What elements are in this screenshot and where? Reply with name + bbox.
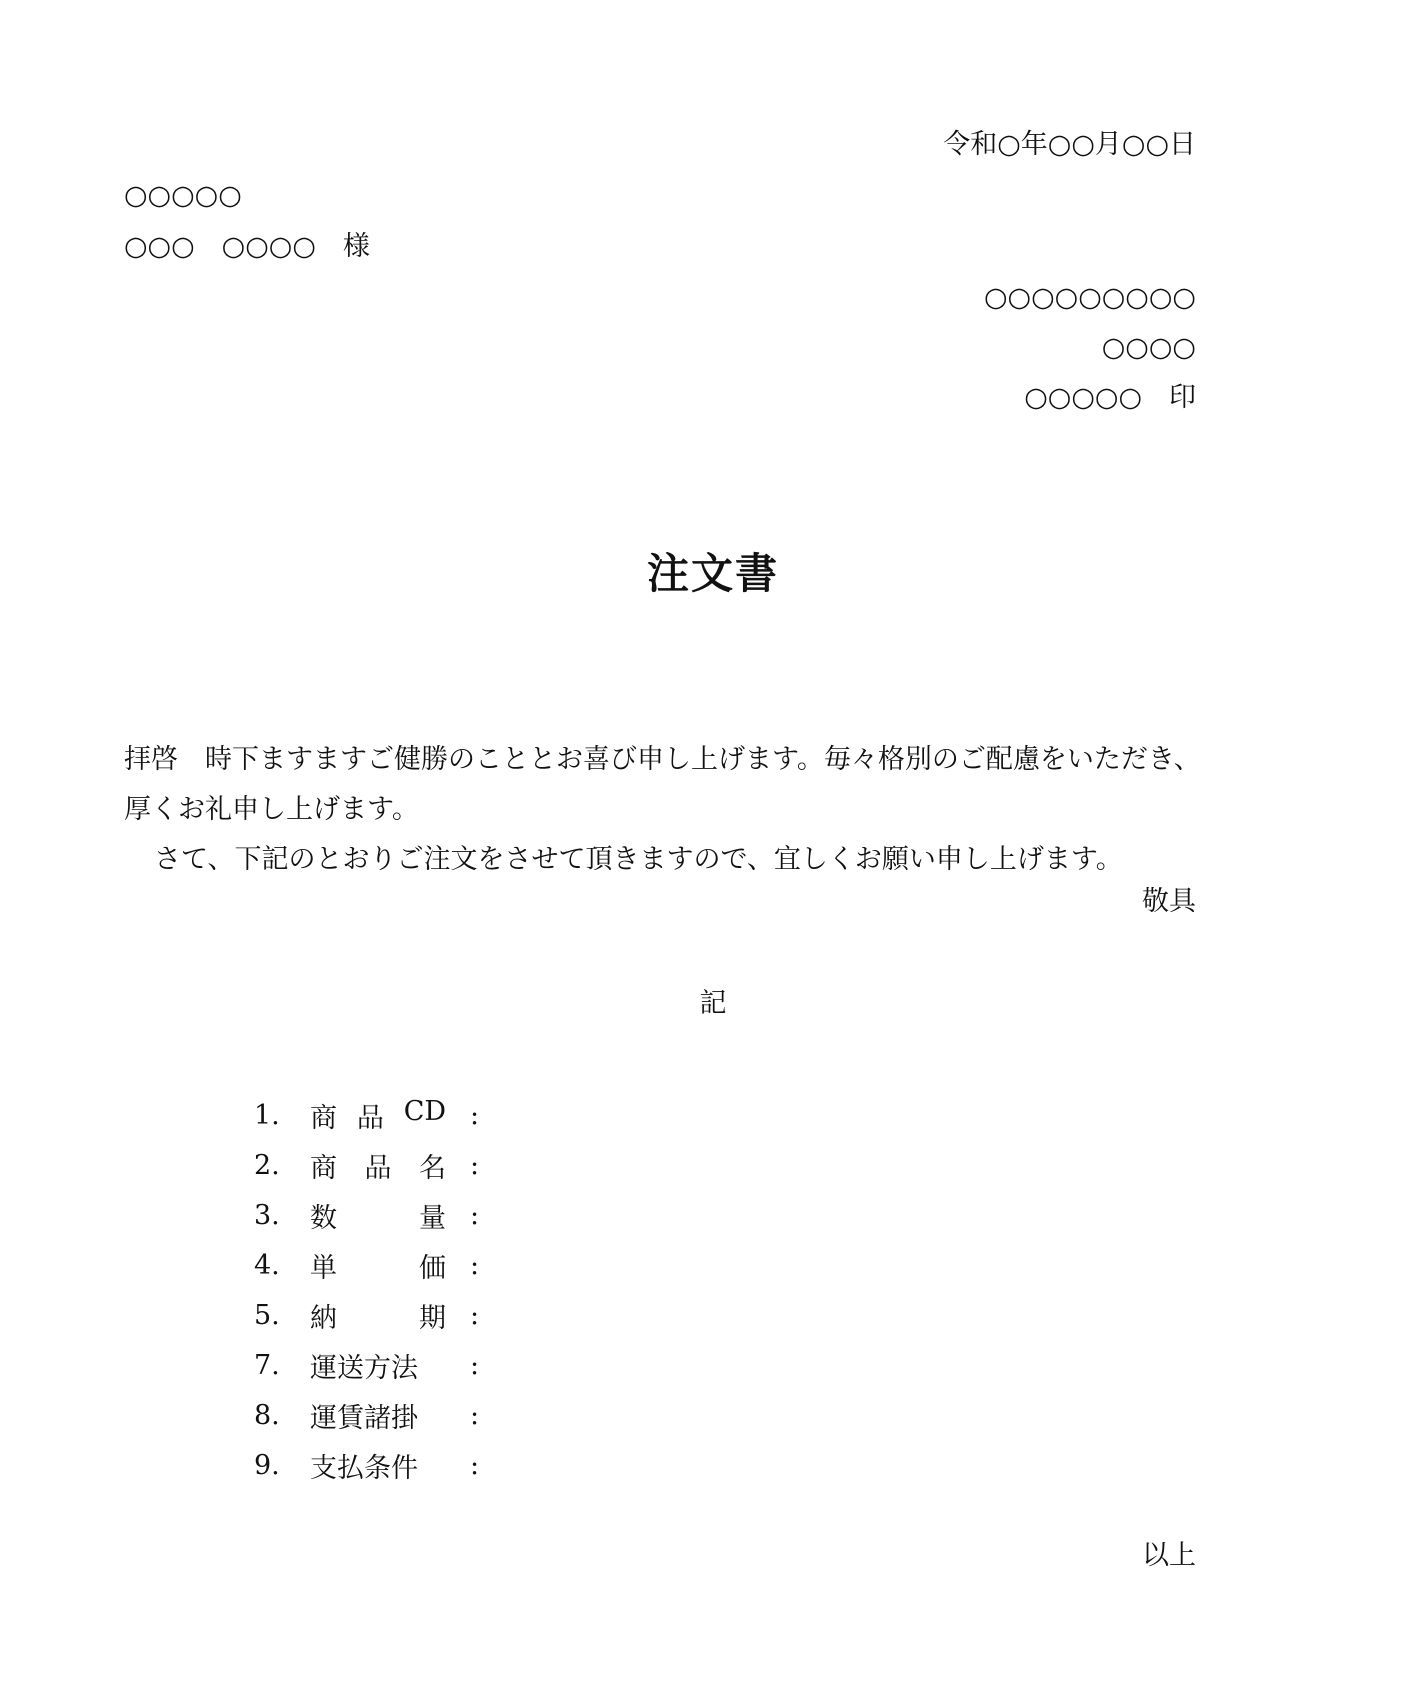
order-item-row	[254, 1340, 800, 1390]
item-colon: :	[470, 1449, 480, 1481]
sender-block	[984, 284, 1196, 434]
order-item-row	[254, 1090, 800, 1140]
item-label-part: 運送方法	[310, 1352, 418, 1384]
sender-company: ○○○○○○○○○	[983, 282, 1196, 313]
item-label	[310, 1196, 446, 1235]
letter-body	[124, 735, 1344, 885]
item-label-part: 納	[310, 1302, 337, 1334]
greeting-line-2: 厚くお礼申し上げます。	[124, 794, 419, 825]
item-label-part: 運賃諸掛	[310, 1402, 418, 1434]
sender-name-seal: ○○○○○ 印	[1024, 382, 1196, 413]
item-colon: :	[470, 1249, 480, 1281]
item-number: 4.	[254, 1249, 280, 1281]
order-items-list	[254, 1090, 800, 1490]
order-item-row	[254, 1240, 800, 1290]
item-label	[310, 1096, 446, 1135]
item-label-part: 量	[419, 1202, 446, 1234]
closing-keigu: 敬具	[1142, 886, 1196, 917]
item-number: 2.	[254, 1149, 280, 1181]
item-number: 7.	[254, 1349, 280, 1381]
request-paragraph: さて、下記のとおりご注文をさせて頂きますので、宜しくお願い申し上げます。	[154, 844, 1123, 875]
item-label-part: 単	[310, 1252, 337, 1284]
order-item-row	[254, 1440, 800, 1490]
item-colon: :	[470, 1349, 480, 1381]
recipient-person: ○○○ ○○○○ 様	[124, 231, 370, 262]
item-label-part: 品	[356, 1102, 384, 1134]
item-colon: :	[470, 1149, 480, 1181]
item-label	[310, 1246, 446, 1285]
item-label-part: 支払条件	[310, 1452, 418, 1484]
end-mark: 以上	[1142, 1540, 1196, 1571]
order-item-row	[254, 1190, 800, 1240]
order-item-row	[254, 1390, 800, 1440]
sender-department: ○○○○	[1101, 332, 1196, 363]
item-colon: :	[470, 1399, 480, 1431]
item-label-part: 名	[419, 1152, 446, 1184]
item-number: 5.	[254, 1299, 280, 1331]
item-label-part: 数	[310, 1202, 337, 1234]
item-colon: :	[470, 1299, 480, 1331]
recipient-company: ○○○○○	[124, 180, 242, 211]
item-label	[310, 1396, 446, 1435]
order-item-row	[254, 1290, 800, 1340]
item-number: 8.	[254, 1399, 280, 1431]
item-label-part: 品	[364, 1152, 392, 1184]
document-title: 注文書	[646, 549, 779, 598]
item-label-part: 商	[310, 1102, 337, 1134]
item-label	[310, 1146, 446, 1185]
item-colon: :	[470, 1199, 480, 1231]
item-label	[310, 1296, 446, 1335]
ki-heading: 記	[699, 988, 727, 1019]
item-label	[310, 1446, 446, 1485]
item-label-part: 価	[419, 1252, 446, 1284]
order-item-row	[254, 1140, 800, 1190]
item-number: 3.	[254, 1199, 280, 1231]
document-date: 令和○年○○月○○日	[943, 129, 1196, 160]
item-number: 1.	[254, 1099, 280, 1131]
greeting-line-1: 拝啓 時下ますますご健勝のこととお喜び申し上げます。毎々格別のご配慮をいただき、	[124, 744, 1201, 775]
item-label-part: CD	[403, 1095, 446, 1127]
item-label-part: 期	[419, 1302, 446, 1334]
item-label	[310, 1346, 446, 1385]
item-colon: :	[470, 1099, 480, 1131]
item-number: 9.	[254, 1449, 280, 1481]
item-label-part: 商	[310, 1152, 337, 1184]
